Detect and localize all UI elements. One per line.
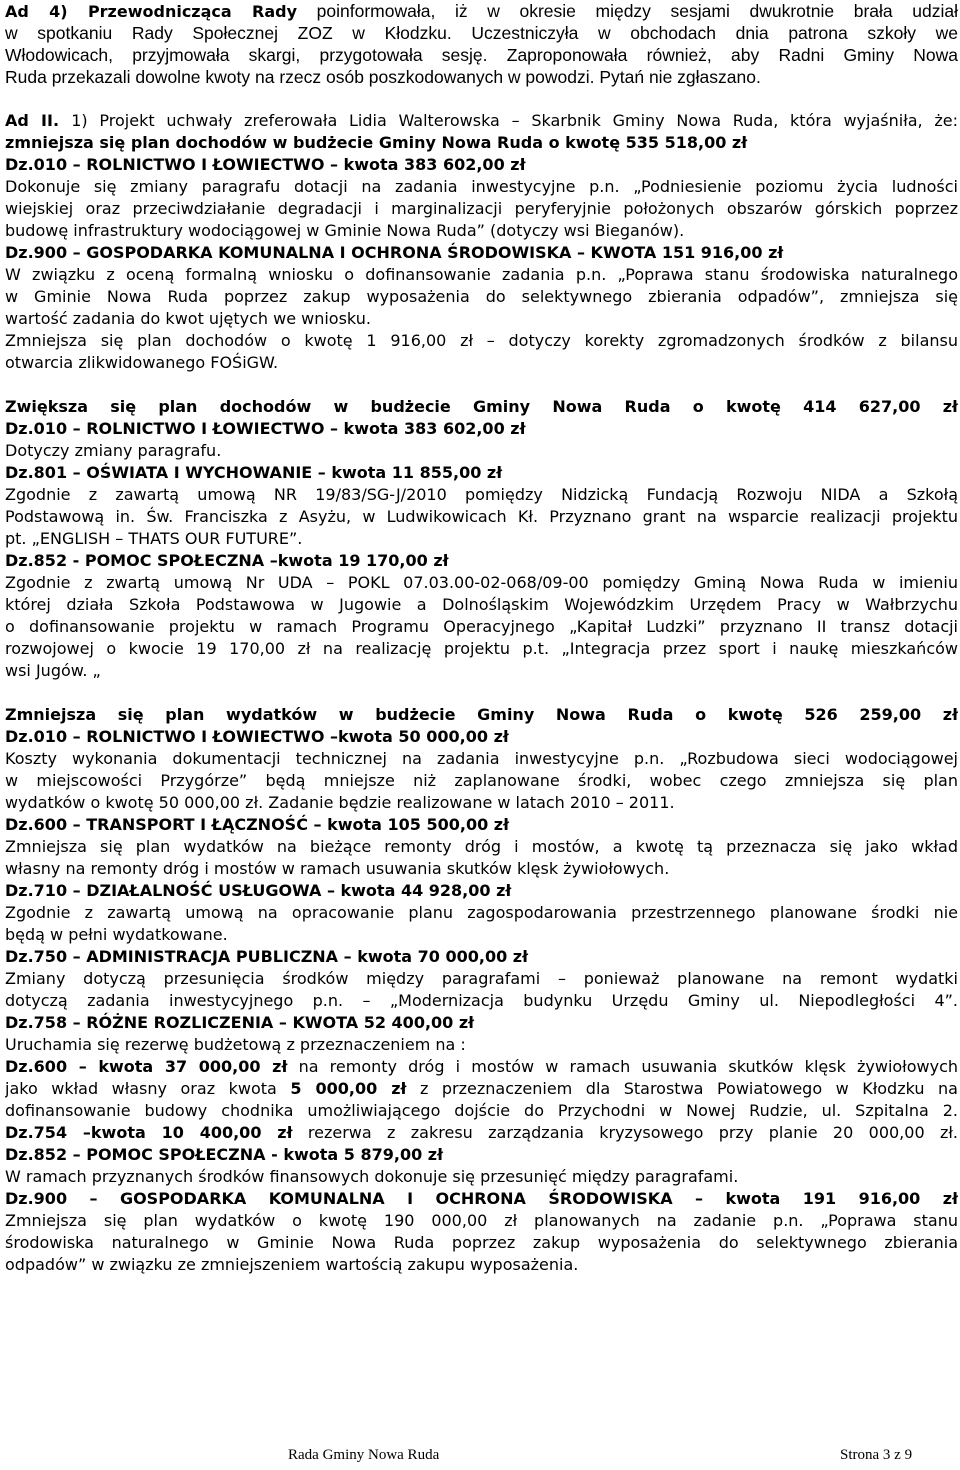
text-line — [5, 484, 958, 506]
bold-text: Zmniejsza się plan wydatków w budżecie Gminy Nowa Ruda o kwotę 526 259,00 zł — [5, 705, 958, 724]
text-run: Włodowicach, przyjmowała skargi, przygotowała sesję. Zaproponowała również, aby Radni Gminy Nowa — [5, 45, 958, 65]
text-line — [5, 858, 958, 880]
text-line — [5, 396, 958, 418]
text-run: jako wkład własny oraz kwota — [5, 1079, 291, 1098]
text-run: wydatków o kwotę 50 000,00 zł. Zadanie będzie realizowane w latach 2010 – 2011. — [5, 793, 675, 812]
text-line — [5, 418, 958, 440]
text-line — [5, 770, 958, 792]
footer-council-name: Rada Gminy Nowa Ruda — [288, 1447, 440, 1463]
text-line — [5, 792, 958, 814]
bold-text: Dz.852 – POMOC SPOŁECZNA - kwota 5 879,00 zł — [5, 1145, 444, 1164]
text-run: budowę infrastruktury wodociągowej w Gminie Nowa Ruda” (dotyczy wsi Bieganów). — [5, 221, 685, 240]
bold-text: Ad 4) Przewodnicząca Rady — [5, 2, 298, 21]
text-line — [5, 22, 958, 45]
text-line — [5, 1100, 958, 1122]
text-line — [5, 1034, 958, 1056]
text-line — [5, 110, 958, 132]
text-run: Zmiany dotyczą przesunięcia środków między paragrafami – ponieważ planowane na remont wydatki — [5, 969, 958, 988]
text-line — [5, 330, 958, 352]
text-run: dotyczą zadania inwestycyjnego p.n. – „Modernizacja budynku Urzędu Gminy ul. Niepodległości 4”. — [5, 991, 958, 1010]
bold-text: Zwiększa się plan dochodów w budżecie Gminy Nowa Ruda o kwotę 414 627,00 zł — [5, 397, 958, 416]
text-line — [5, 638, 958, 660]
text-run: z przeznaczeniem dla Starostwa Powiatowego w Kłodzku na — [406, 1079, 958, 1098]
text-run: Koszty wykonania dokumentacji technicznej na zadania inwestycyjne p.n. „Rozbudowa sieci wodociągowej — [5, 749, 958, 768]
bold-text: Dz.710 – DZIAŁALNOŚĆ USŁUGOWA – kwota 44 928,00 zł — [5, 881, 512, 900]
text-line — [5, 462, 958, 484]
text-line — [5, 1254, 958, 1276]
text-run: 1) Projekt uchwały zreferowała Lidia Walterowska – Skarbnik Gminy Nowa Ruda, która wyjaśniła, że: — [71, 111, 958, 130]
text-run: W związku z oceną formalną wniosku o dofinansowanie zadania p.n. „Poprawa stanu środowiska naturalnego — [5, 265, 958, 284]
text-run: Podstawową in. Św. Franciszka z Asyżu, w Ludwikowicach Kł. Przyznano grant na wsparcie realizacji projektu — [5, 507, 958, 526]
bold-text: Dz.750 – ADMINISTRACJA PUBLICZNA – kwota 70 000,00 zł — [5, 947, 529, 966]
text-run: w Gminie Nowa Ruda poprzez zakup wyposażenia do selektywnego zbierania odpadów”, zmniejsza się — [5, 287, 958, 306]
text-line — [5, 44, 958, 67]
text-line — [5, 286, 958, 308]
text-run: otwarcia zlikwidowanego FOŚiGW. — [5, 353, 279, 372]
text-run: wiejskiej oraz przeciwdziałanie degradacji i marginalizacji peryferyjnie położonych obszarów górskich poprzez — [5, 199, 958, 218]
text-run: wsi Jugów. „ — [5, 661, 101, 680]
text-line — [5, 528, 958, 550]
text-run: własny na remonty dróg i mostów w ramach usuwania skutków klęsk żywiołowych. — [5, 859, 670, 878]
text-line — [5, 242, 958, 264]
text-run: środowiska naturalnego w Gminie Nowa Ruda poprzez zakup wyposażenia do selektywnego zbierania — [5, 1233, 958, 1252]
bold-text: Dz.758 – RÓŻNE ROZLICZENIA – KWOTA 52 400,00 zł — [5, 1013, 475, 1032]
text-line — [5, 572, 958, 594]
text-line — [5, 814, 958, 836]
text-line — [5, 660, 958, 682]
text-line — [5, 1232, 958, 1254]
text-line — [5, 220, 958, 242]
text-line — [5, 594, 958, 616]
bold-text: Dz.900 – GOSPODARKA KOMUNALNA I OCHRONA ŚRODOWISKA – kwota 191 916,00 zł — [5, 1189, 958, 1208]
text-line — [5, 946, 958, 968]
text-run: rozwojowej o kwocie 19 170,00 zł na realizację projektu p.t. „Integracja przez sport i naukę mieszkańców — [5, 639, 958, 658]
text-run: Zgodnie z zawartą umową NR 19/83/SG-J/2010 pomiędzy Nidzicką Fundacją Rozwoju NIDA a Szkołą — [5, 485, 958, 504]
text-run: odpadów” w związku ze zmniejszeniem wartością zakupu wyposażenia. — [5, 1255, 579, 1274]
text-line — [5, 704, 958, 726]
text-run: będą w pełni wydatkowane. — [5, 925, 228, 944]
bold-text: 5 000,00 zł — [290, 1079, 407, 1098]
bold-text: Dz.852 - POMOC SPOŁECZNA –kwota 19 170,00 zł — [5, 551, 449, 570]
text-run: na remonty dróg i mostów w ramach usuwania skutków klęsk żywiołowych — [287, 1057, 958, 1076]
bold-text: Dz.010 – ROLNICTWO I ŁOWIECTWO –kwota 50 000,00 zł — [5, 727, 509, 746]
text-line — [5, 1144, 958, 1166]
text-run: Zmniejsza się plan wydatków o kwotę 190 000,00 zł planowanych na zadanie p.n. „Poprawa stanu — [5, 1211, 958, 1230]
text-line — [5, 924, 958, 946]
text-run: Dotyczy zmiany paragrafu. — [5, 441, 222, 460]
text-line — [5, 836, 958, 858]
text-line — [5, 506, 958, 528]
bold-text: Dz.010 – ROLNICTWO I ŁOWIECTWO – kwota 383 602,00 zł — [5, 155, 526, 174]
text-line — [5, 616, 958, 638]
text-line — [5, 308, 958, 330]
text-run: Zmniejsza się plan wydatków na bieżące remonty dróg i mostów, a kwotę tą przeznacza się jako wkład — [5, 837, 958, 856]
text-line — [5, 440, 958, 462]
text-run: Zgodnie z zwartą umową Nr UDA – POKL 07.03.00-02-068/09-00 pomiędzy Gminą Nowa Ruda w imieniu — [5, 573, 958, 592]
text-line — [5, 902, 958, 924]
text-line — [5, 748, 958, 770]
text-line — [5, 968, 958, 990]
text-run: pt. „ENGLISH – THATS OUR FUTURE”. — [5, 529, 303, 548]
text-line — [5, 990, 958, 1012]
text-run: w miejscowości Przygórze” będą mniejsze niż zaplanowane środki, wobec czego zmniejsza się plan — [5, 771, 958, 790]
bold-text: Dz.600 – TRANSPORT I ŁĄCZNOŚĆ – kwota 105 500,00 zł — [5, 815, 510, 834]
text-line — [5, 726, 958, 748]
text-line — [5, 1012, 958, 1034]
text-line — [5, 1078, 958, 1100]
text-line — [5, 66, 958, 89]
text-run: Dokonuje się zmiany paragrafu dotacji na zadania inwestycyjne p.n. „Podniesienie poziomu życia ludności — [5, 177, 958, 196]
text-line — [5, 1210, 958, 1232]
text-run: o dofinansowanie projektu w ramach Programu Operacyjnego „Kapitał Ludzki” przyznano II transz dotacji — [5, 617, 958, 636]
text-line — [5, 550, 958, 572]
footer-page-number: Strona 3 z 9 — [840, 1447, 913, 1463]
text-line — [5, 352, 958, 374]
text-line — [5, 880, 958, 902]
text-run: Zmniejsza się plan dochodów o kwotę 1 916,00 zł – dotyczy korekty zgromadzonych środków z bilansu — [5, 331, 958, 350]
bold-text: Dz.010 – ROLNICTWO I ŁOWIECTWO – kwota 383 602,00 zł — [5, 419, 526, 438]
text-line — [5, 1166, 958, 1188]
bold-text: zmniejsza się plan dochodów w budżecie Gminy Nowa Ruda o kwotę 535 518,00 zł — [5, 133, 748, 152]
text-run: poinformowała, iż w okresie między sesjami dwukrotnie brała udział — [297, 1, 958, 21]
text-run: Uruchamia się rezerwę budżetową z przeznaczeniem na : — [5, 1035, 466, 1054]
text-line — [5, 1056, 958, 1078]
text-run: rezerwa z zakresu zarządzania kryzysowego przy planie 20 000,00 zł. — [292, 1123, 958, 1142]
text-run: w spotkaniu Rady Społecznej ZOZ w Kłodzku. Uczestniczyła w obchodach dnia patrona szkoły we — [5, 23, 958, 43]
bold-text: Ad II. — [5, 111, 72, 130]
bold-text: Dz.900 – GOSPODARKA KOMUNALNA I OCHRONA ŚRODOWISKA – KWOTA 151 916,00 zł — [5, 243, 784, 262]
text-run: W ramach przyznanych środków finansowych dokonuje się przesunięć między paragrafami. — [5, 1167, 739, 1186]
text-line — [5, 132, 958, 154]
text-run: dofinansowanie budowy chodnika umożliwiającego dojście do Przychodni w Nowej Rudzie, ul. Szpitalna 2. — [5, 1101, 958, 1120]
text-line — [5, 264, 958, 286]
bold-text: Dz.600 – kwota 37 000,00 zł — [5, 1057, 288, 1076]
bold-text: Dz.754 –kwota 10 400,00 zł — [5, 1123, 293, 1142]
text-line — [5, 176, 958, 198]
text-run: Ruda przekazali dowolne kwoty na rzecz osób poszkodowanych w powodzi. Pytań nie zgłaszano. — [5, 67, 761, 87]
text-line — [5, 0, 958, 23]
text-line — [5, 154, 958, 176]
text-line — [5, 198, 958, 220]
text-run: Zgodnie z zawartą umową na opracowanie planu zagospodarowania przestrzennego planowane środki nie — [5, 903, 958, 922]
text-run: której działa Szkoła Podstawowa w Jugowie a Dolnośląskim Wojewódzkim Urzędem Pracy w Wałbrzychu — [5, 595, 958, 614]
bold-text: Dz.801 – OŚWIATA I WYCHOWANIE – kwota 11 855,00 zł — [5, 463, 503, 482]
text-line — [5, 1122, 958, 1144]
text-run: wartość zadania do kwot ujętych we wniosku. — [5, 309, 371, 328]
text-line — [5, 1188, 958, 1210]
